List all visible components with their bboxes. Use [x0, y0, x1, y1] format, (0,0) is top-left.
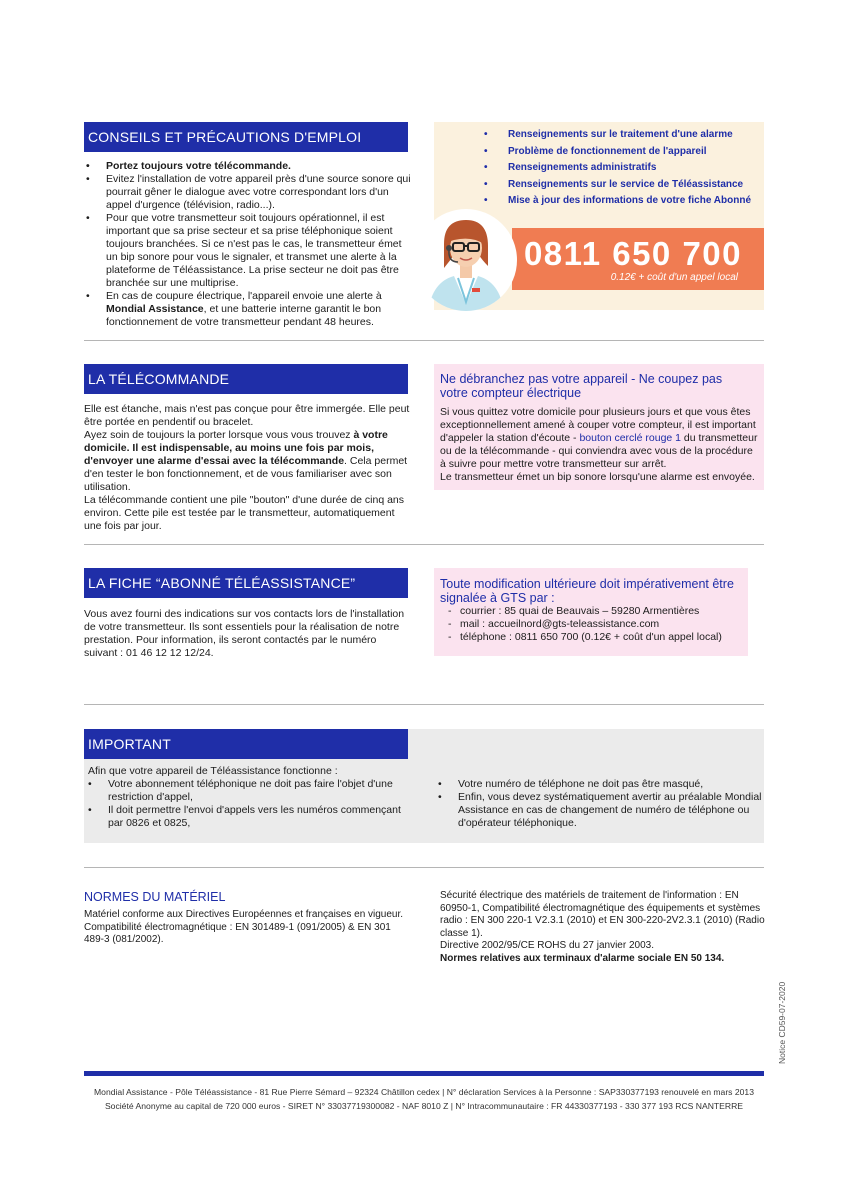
telecommande-p2-bold: à votre domicile. Il est indispensable, au moins une fois par mois, d'envoyer une alarme d'essai avec la télécommande — [84, 429, 388, 467]
info-item: • Problème de fonctionnement de l'appareil — [484, 144, 754, 161]
conseils-item: • Evitez l'installation de votre appareil près d'une source sonore qui pourrait gêner le dialogue avec votre correspondant lors d'un appel d'urgence (télévision, radio...). — [84, 173, 414, 212]
footer-bar — [84, 1071, 764, 1076]
divider — [84, 544, 764, 545]
telecommande-p2 — [84, 429, 410, 494]
conseils-item4-text-end: , et une batterie interne garantit le bon fonctionnement de votre transmetteur pendant 48 heures. — [106, 303, 382, 328]
divider — [84, 704, 764, 705]
important-item: • Enfin, vous devez systématiquement avertir au préalable Mondial Assistance en cas de changement de numéro de téléphone ou d'opérateur téléphonique. — [436, 791, 764, 830]
modification-item: - courrier : 85 quai de Beauvais – 59280 Armentières — [446, 605, 746, 618]
important-item: • Votre numéro de téléphone ne doit pas être masqué, — [436, 778, 764, 791]
hostess-illustration — [414, 208, 518, 312]
modification-box — [434, 568, 748, 656]
info-item: • Renseignements administratifs — [484, 160, 754, 177]
modification-title: Toute modification ultérieure doit impérativement être signalée à GTS par : — [440, 577, 734, 605]
info-item: • Renseignements sur le service de Téléassistance — [484, 177, 754, 194]
notice-code: Notice CD59-07-2020 — [777, 981, 787, 1064]
important-item: • Il doit permettre l'envoi d'appels vers les numéros commençant par 0826 et 0825, — [86, 804, 408, 830]
conseils-heading: CONSEILS ET PRÉCAUTIONS D'EMPLOI — [84, 122, 408, 152]
conseils-item: • Portez toujours votre télécommande. — [84, 160, 414, 173]
normes-heading: NORMES DU MATÉRIEL — [84, 890, 226, 904]
normes-right-1: Sécurité électrique des matériels de traitement de l'information : EN 60950-1, Compatibilité électromagnétique des équipements et systèmes radio : EN 300 220-1 V2.3.1 (2010) et EN 300-220-2V2.3.1 (2010) (Radio classe 1). — [440, 890, 765, 939]
normes-right — [440, 890, 770, 965]
phone-banner — [512, 228, 764, 290]
important-left-list — [86, 778, 408, 830]
debranchez-text-end: du transmetteur ou de la télécommande - qui conviendra avec vous de la procédure à suivre pour mettre votre transmetteur sur arrêt. — [440, 432, 758, 470]
conseils-item: • Pour que votre transmetteur soit toujours opérationnel, il est important que sa prise secteur et sa prise téléphonique soient toujours branchées. Si ce n'est pas le cas, le transmetteur émet un bip sonore pour vous le signaler, et transmet une alerte à la plateforme de Téléassistance. La prise secteur ne doit pas être branchée sur une multiprise. — [84, 212, 414, 290]
phone-number: 0811 650 700 — [523, 235, 742, 272]
modification-item: - mail : accueilnord@gts-teleassistance.com — [446, 618, 746, 631]
modification-list — [446, 605, 746, 644]
telecommande-p2-text-end: . Cela permet d'en tester le bon fonctionnement, et de vous familiariser avec son utilisation. — [84, 455, 408, 493]
important-item: • Votre abonnement téléphonique ne doit pas faire l'objet d'une restriction d'appel, — [86, 778, 408, 804]
important-intro: Afin que votre appareil de Téléassistance fonctionne : — [88, 765, 338, 777]
conseils-item4-text: En cas de coupure électrique, l'appareil envoie une alerte à — [106, 290, 382, 302]
info-item: • Renseignements sur le traitement d'une alarme — [484, 127, 754, 144]
debranchez-note: Le transmetteur émet un bip sonore lorsqu'une alarme est envoyée. — [440, 471, 755, 483]
debranchez-highlight: bouton cerclé rouge 1 — [579, 432, 682, 444]
important-heading: IMPORTANT — [84, 729, 408, 759]
normes-right-2: Directive 2002/95/CE ROHS du 27 janvier 2003. — [440, 940, 655, 951]
info-item: • Mise à jour des informations de votre fiche Abonné — [484, 193, 754, 210]
debranchez-body — [440, 406, 760, 484]
fiche-heading: LA FICHE “ABONNÉ TÉLÉASSISTANCE” — [84, 568, 408, 598]
modification-item: - téléphone : 0811 650 700 (0.12€ + coût d'un appel local) — [446, 631, 746, 644]
footer-line-1: Mondial Assistance - Pôle Téléassistance - 81 Rue Pierre Sémard – 92324 Châtillon cedex | N° déclaration Services à la Personne : SAP330377193 renouvelé en mars 2013 — [94, 1087, 754, 1097]
conseils-item4-bold: Mondial Assistance — [106, 303, 204, 315]
debranchez-box — [434, 364, 764, 490]
debranchez-title: Ne débranchez pas votre appareil - Ne coupez pas votre compteur électrique — [440, 372, 723, 400]
fiche-body: Vous avez fourni des indications sur vos contacts lors de l'installation de votre transmetteur. Ils sont essentiels pour la réalisation de notre prestation. Pour information, ils seront contactés par le numéro suivant : 01 46 12 12 12/24. — [84, 608, 405, 659]
telecommande-p2-text: Ayez soin de toujours la porter lorsque vous vous trouvez — [84, 429, 354, 441]
normes-left: Matériel conforme aux Directives Européennes et françaises en vigueur. Compatibilité électromagnétique : EN 301489-1 (091/2005) & EN 301 489-3 (081/2002). — [84, 909, 404, 945]
info-box-list — [484, 127, 754, 210]
important-right-list — [436, 778, 764, 830]
debranchez-text: Si vous quittez votre domicile pour plusieurs jours et que vous êtes exceptionnellement amené à couper votre compteur, il est important d'appeler la station d'écoute - — [440, 406, 756, 444]
footer — [60, 1085, 788, 1113]
footer-line-2: Société Anonyme au capital de 720 000 euros - SIRET N° 33037719300082 - NAF 8010 Z | N° Intracommunautaire : FR 44330377193 - 330 377 193 RCS NANTERRE — [104, 1101, 744, 1111]
telecommande-body — [84, 403, 410, 533]
telecommande-p3: La télécommande contient une pile "bouton" d'une durée de cinq ans environ. Cette pile est testée par le transmetteur, automatiquement une fois par jour. — [84, 494, 405, 532]
divider — [84, 340, 764, 341]
conseils-list — [84, 160, 414, 329]
telecommande-heading: LA TÉLÉCOMMANDE — [84, 364, 408, 394]
conseils-item — [84, 290, 414, 329]
normes-right-3: Normes relatives aux terminaux d'alarme sociale EN 50 134. — [440, 952, 725, 964]
divider — [84, 867, 764, 868]
telecommande-p1: Elle est étanche, mais n'est pas conçue pour être immergée. Elle peut être portée en pendentif ou bracelet. — [84, 403, 410, 428]
phone-note: 0.12€ + coût d'un appel local — [610, 272, 738, 283]
